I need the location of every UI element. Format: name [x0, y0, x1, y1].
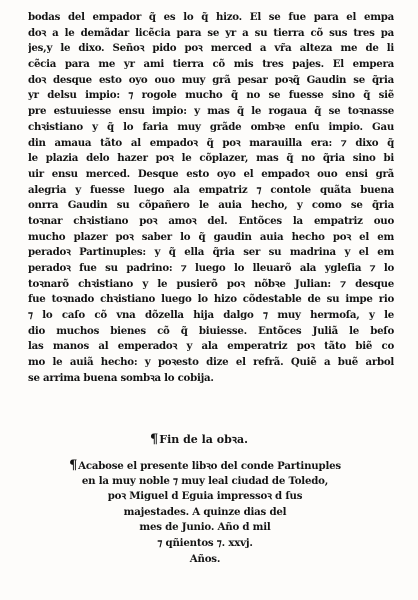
colophon-line: majestades. A quinze dias del	[123, 505, 287, 518]
fin-heading	[150, 432, 248, 447]
text-line: bodas del empador q̃ es lo q̃ hizo. El se fue para el empa	[28, 11, 394, 23]
text-line: toꝛnar chꝛistiano poꝛ amoꝛ del. Entõces la empatriz ouo	[28, 214, 394, 227]
pilcrow-mark: ¶	[150, 432, 159, 447]
text-line: doꝛ desque esto oyo ouo muy grã pesar poꝛq̃ Gaudin se q̃ria	[28, 73, 394, 86]
body-text	[28, 10, 394, 387]
colophon-line: mes de Junio. Año d mil	[139, 521, 271, 534]
colophon-line: poꝛ Miguel d Eguia impressoꝛ d ſus	[107, 490, 303, 503]
colophon	[30, 458, 380, 567]
text-line: pre estuuiesse ensu impio: y mas q̃ le rogaua q̃ se toꝛnasse	[28, 105, 394, 118]
text-line: yr delsu impio: ⁊ rogole mucho q̃ no se fuesse sino q̃ siẽ	[28, 89, 394, 102]
pilcrow-mark: ¶	[69, 458, 78, 473]
text-line: le plazia delo hazer poꝛ le cõplazer, mas q̃ no q̃ria sino bi	[28, 152, 394, 165]
text-line: din amaua tãto al empadoꝛ q̃ poꝛ marauilla era: ⁊ dixo q̃	[28, 136, 394, 149]
text-line: uir ensu merced. Desque esto oyo el empadoꝛ ouo ensi grã	[28, 167, 394, 180]
text-line: fue toꝛnado chꝛistiano luego lo hizo cõdestable de su impe rio	[28, 293, 394, 306]
colophon-line: ⁊ qñientos ⁊. xxvj.	[157, 536, 253, 549]
text-line: mucho plazer poꝛ saber lo q̃ gaudin auia hecho poꝛ el em	[28, 230, 394, 243]
text-line: doꝛ a le demãdar licẽcia para se yr a su tierra cõ sus tres pa	[28, 26, 394, 39]
text-line: dio muchos bienes cõ q̃ biuiesse. Entõces Juliã le beſo	[28, 324, 394, 337]
colophon-text: Acabose el presente libꝛo del conde Partinuples	[78, 460, 341, 472]
text-line: peradoꝛ fue su padrino: ⁊ luego lo lleuarõ ala ygleſia ⁊ lo	[28, 262, 394, 274]
colophon-line	[30, 458, 380, 474]
text-line: jes,y le dixo. Señoꝛ pido poꝛ merced a vr̃a alteza me de li	[28, 42, 394, 55]
colophon-line: Años.	[189, 552, 221, 565]
text-line: alegria y fuesse luego ala empatriz ⁊ contole quãta buena	[28, 183, 394, 196]
text-line: chꝛistiano y q̃ lo faria muy grãde ombꝛe enſu impio. Gau	[28, 120, 394, 133]
text-line: toꝛnarõ chꝛistiano y le pusierõ poꝛ nõbꝛe Julian: ⁊ desque	[28, 277, 394, 290]
colophon-line: en la muy noble ⁊ muy leal ciudad de Toledo,	[81, 474, 329, 487]
text-line: las manos al emperadoꝛ y ala emperatriz poꝛ tãto biẽ co	[28, 340, 394, 353]
text-line: se arrima buena sombꝛa lo cobija.	[28, 371, 214, 384]
text-line: onrra Gaudin su cõpañero le auia hecho, y como se q̃ria	[28, 199, 394, 212]
fin-text: Fin de la obꝛa.	[159, 433, 248, 446]
text-line: ⁊ lo caſo cõ vna dõzella hija dalgo ⁊ muy hermoſa, y le	[28, 309, 394, 322]
text-line: mo le auiã hecho: y poꝛesto dize el refrã. Quiẽ a buẽ arbol	[28, 356, 394, 369]
text-line: cẽcia para me yr ami tierra cõ mis tres pajes. El empera	[28, 58, 394, 71]
text-line: peradoꝛ Partinuples: y q̃ ella q̃ria ser su madrina y el em	[28, 246, 394, 259]
